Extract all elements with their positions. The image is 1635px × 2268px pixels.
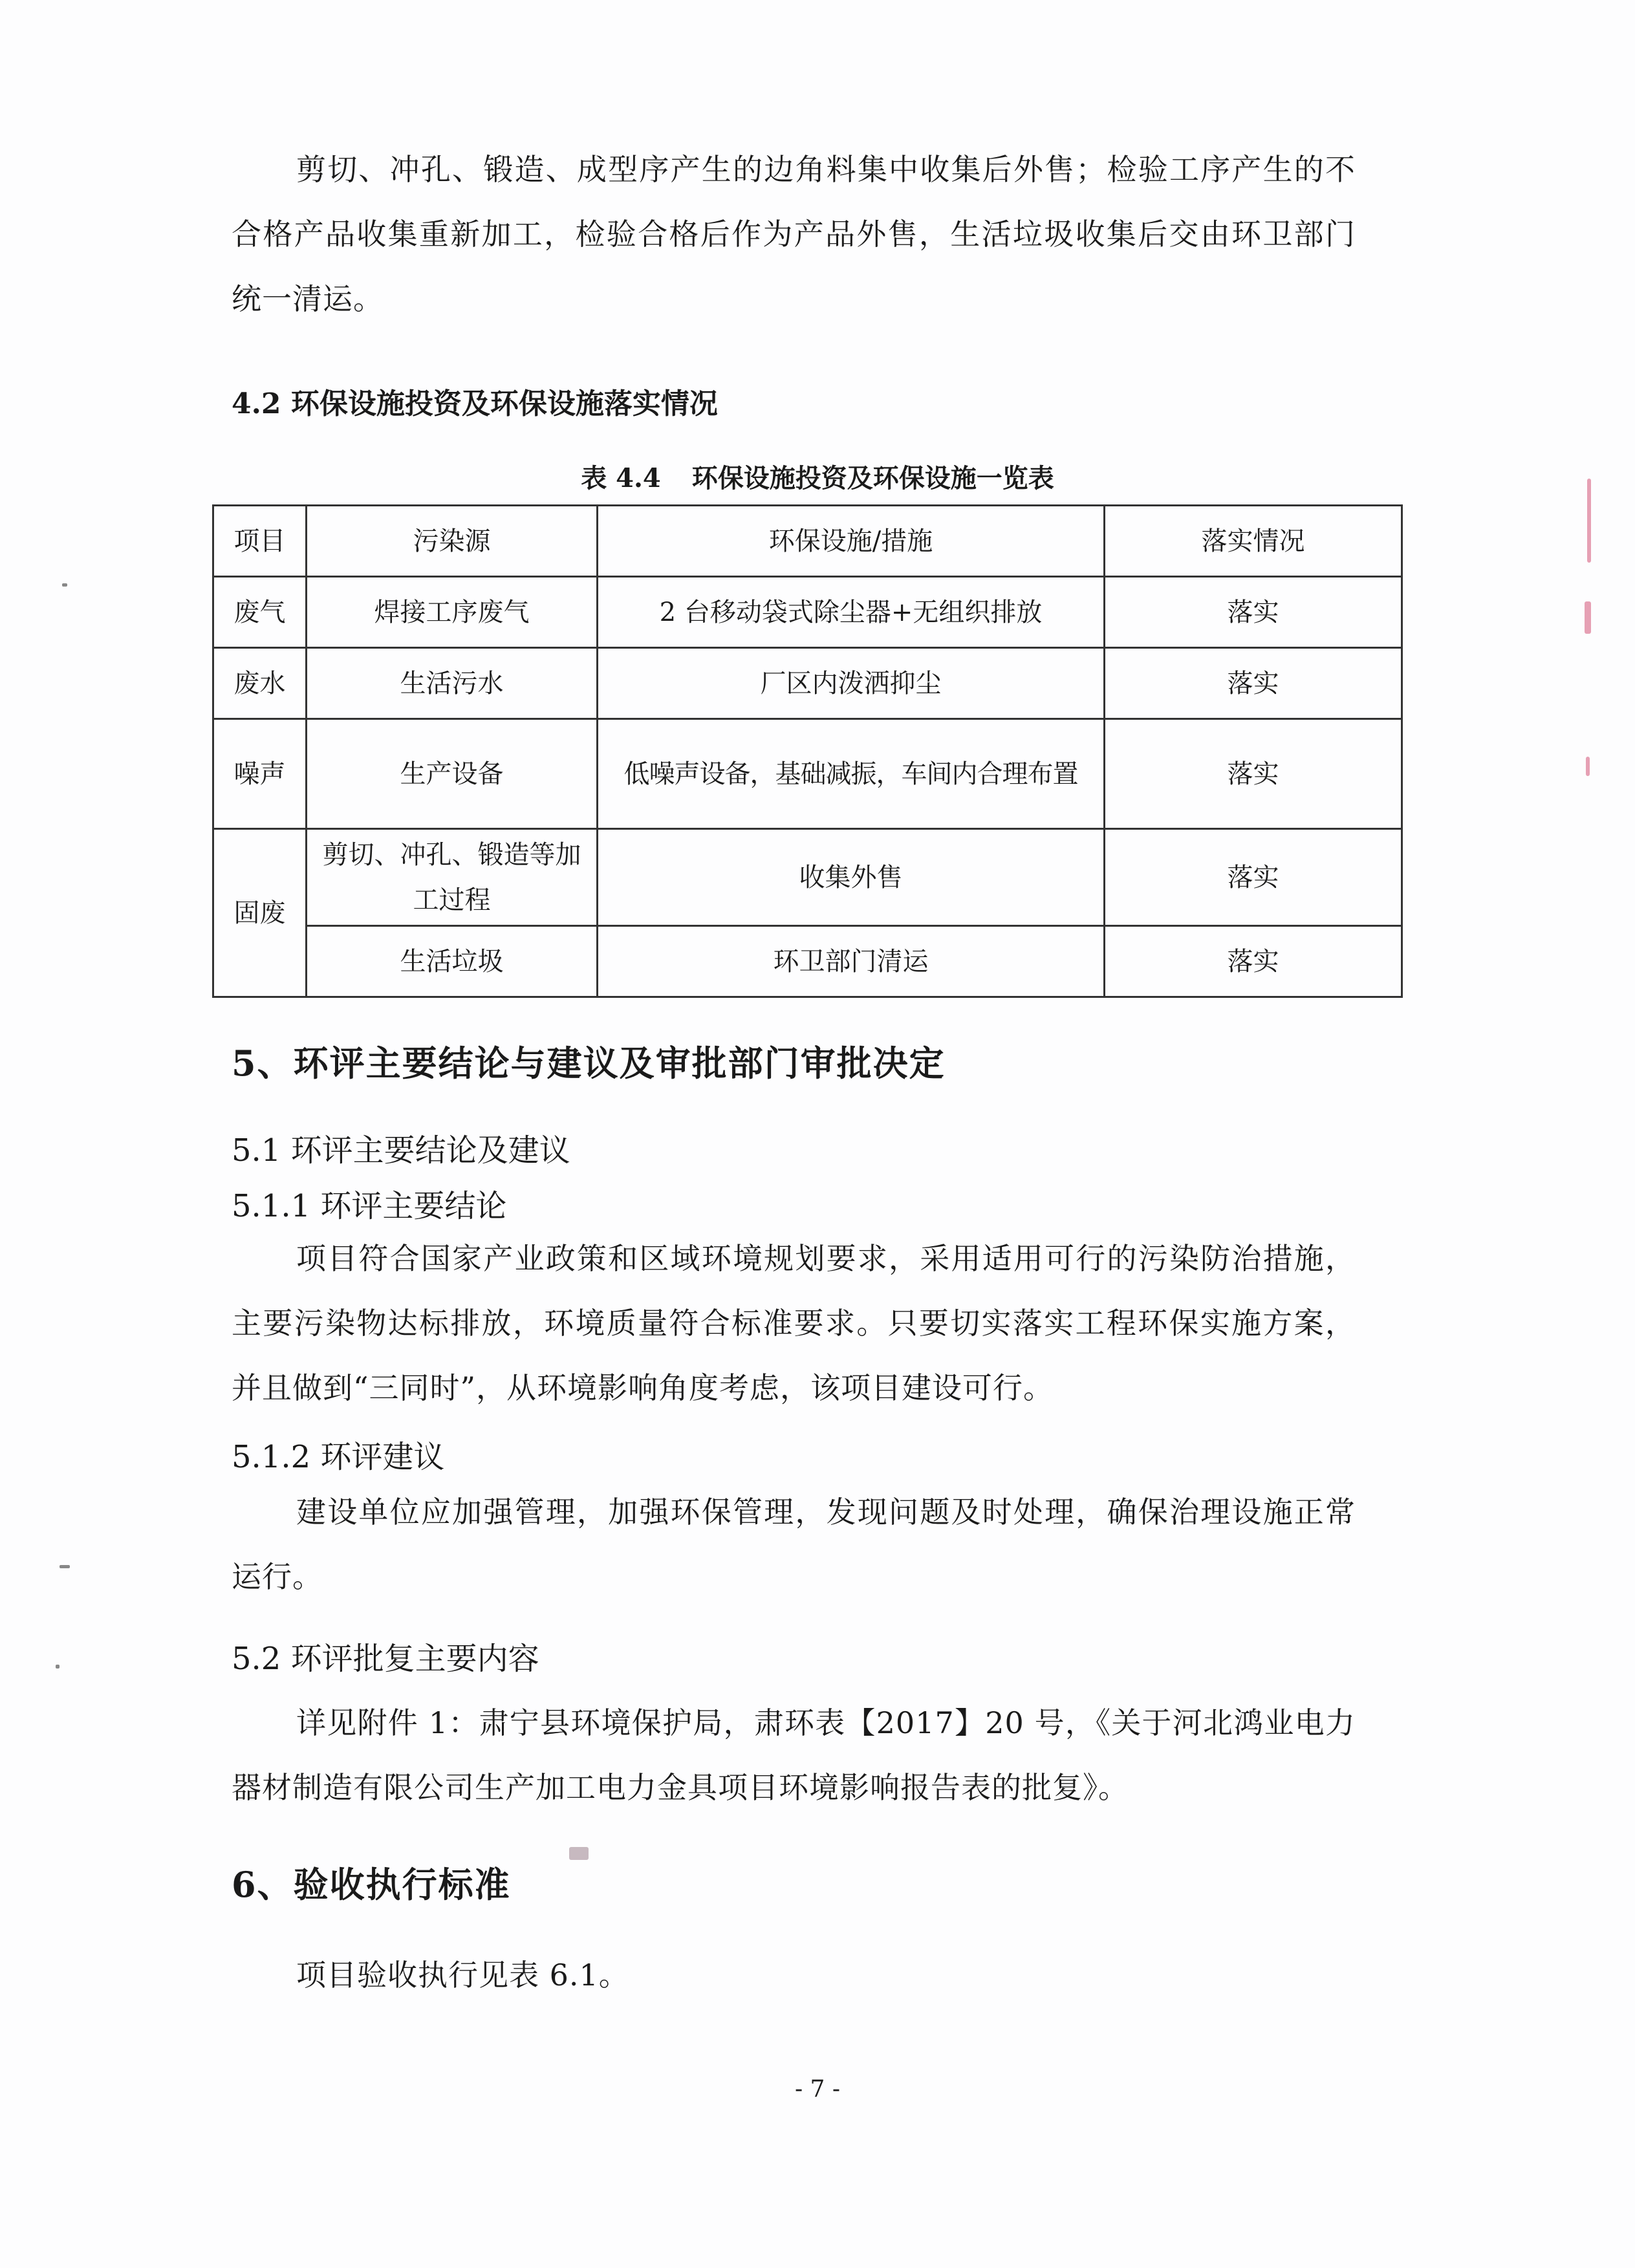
status-cell: 落实 (1105, 719, 1402, 829)
category-cell: 噪声 (213, 719, 307, 829)
section-5-1-1-heading: 5.1.1 环评主要结论 (232, 1188, 507, 1224)
source-cell: 生产设备 (307, 719, 598, 829)
category-cell: 废水 (213, 648, 307, 719)
category-cell: 固废 (213, 829, 307, 997)
scan-mark (1585, 601, 1591, 634)
section-5-2-heading: 5.2 环评批复主要内容 (232, 1641, 539, 1677)
table-header-row (213, 506, 1402, 577)
source-cell: 生活垃圾 (307, 926, 598, 997)
status-cell: 落实 (1105, 648, 1402, 719)
source-cell: 焊接工序废气 (307, 577, 598, 648)
source-cell: 剪切、冲孔、锻造等加工过程 (307, 829, 598, 926)
scan-speck (60, 1565, 70, 1568)
table-caption-number: 表 4.4 (581, 463, 661, 493)
status-cell: 落实 (1105, 577, 1402, 648)
header-cell: 项目 (213, 506, 307, 577)
intro-paragraph: 剪切、冲孔、锻造、成型序产生的边角料集中收集后外售；检验工序产生的不合格产品收集重新加工，检验合格后作为产品外售，生活垃圾收集后交由环卫部门统一清运。 (232, 152, 1356, 316)
section-5-2-paragraph: 详见附件 1：肃宁县环境保护局，肃环表【2017】20 号，《关于河北鸿业电力器材制造有限公司生产加工电力金具项目环境影响报告表的批复》。 (232, 1705, 1356, 1805)
scan-speck (62, 583, 67, 587)
scan-mark (569, 1847, 589, 1860)
table-row (213, 577, 1402, 648)
status-cell: 落实 (1105, 829, 1402, 926)
header-cell: 环保设施/措施 (598, 506, 1105, 577)
header-cell: 污染源 (307, 506, 598, 577)
environmental-facilities-table (212, 504, 1403, 998)
page-number: - 7 - (794, 2076, 841, 2102)
table-row (213, 648, 1402, 719)
section-5-1-heading: 5.1 环评主要结论及建议 (232, 1132, 570, 1169)
measure-cell: 收集外售 (598, 829, 1105, 926)
scan-mark (1586, 757, 1590, 776)
table-caption (0, 458, 1635, 495)
section-6-heading: 6、验收执行标准 (232, 1864, 511, 1905)
measure-cell: 低噪声设备，基础减振，车间内合理布置 (598, 719, 1105, 829)
header-cell: 落实情况 (1105, 506, 1402, 577)
section-4-2-heading: 4.2 环保设施投资及环保设施落实情况 (232, 387, 718, 420)
table-caption-title: 环保设施投资及环保设施一览表 (691, 463, 1054, 493)
status-cell: 落实 (1105, 926, 1402, 997)
source-cell: 生活污水 (307, 648, 598, 719)
section-5-1-2-heading: 5.1.2 环评建议 (232, 1439, 445, 1475)
measure-cell: 环卫部门清运 (598, 926, 1105, 997)
scan-speck (56, 1665, 60, 1669)
section-5-heading: 5、环评主要结论与建议及审批部门审批决定 (232, 1042, 946, 1084)
section-5-1-1-paragraph: 项目符合国家产业政策和区域环境规划要求，采用适用可行的污染防治措施，主要污染物达标排放，环境质量符合标准要求。只要切实落实工程环保实施方案，并且做到“三同时”，从环境影响角度考虑，该项目建设可行。 (232, 1241, 1356, 1405)
measure-cell: 2 台移动袋式除尘器+无组织排放 (598, 577, 1105, 648)
measure-cell: 厂区内泼洒抑尘 (598, 648, 1105, 719)
scan-mark (1587, 479, 1591, 563)
table-row (213, 719, 1402, 829)
table-row (213, 926, 1402, 997)
table-row (213, 829, 1402, 926)
section-5-1-2-paragraph: 建设单位应加强管理，加强环保管理，发现问题及时处理，确保治理设施正常运行。 (232, 1495, 1356, 1594)
section-6-paragraph: 项目验收执行见表 6.1。 (296, 1958, 629, 1993)
category-cell: 废气 (213, 577, 307, 648)
